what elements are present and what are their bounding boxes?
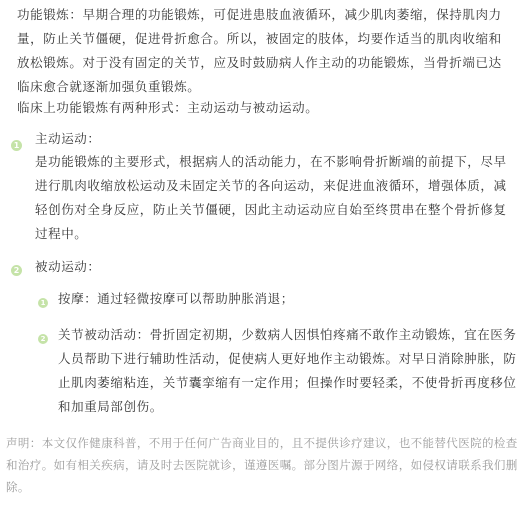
intro-paragraph: 功能锻炼：早期合理的功能锻炼，可促进患肢血液循环，减少肌肉萎缩，保持肌肉力量，防止关节僵硬，促进骨折愈合。所以，被固定的肢体，均要作适当的肌肉收缩和放松锻炼。对于没有固定的关节，应及时鼓励病人作主动的功能锻炼，当骨折端已达临床愈合就逐渐加强负重锻炼。 [17, 7, 502, 94]
active-exercise-heading: 主动运动： [35, 131, 101, 146]
passive-exercise-heading: 被动运动： [35, 259, 101, 274]
item-number-badge: 1 [38, 298, 48, 308]
item-number-badge: 2 [38, 334, 48, 344]
forms-paragraph: 临床上功能锻炼有两种形式：主动运动与被动运动。 [17, 100, 319, 115]
section-number-badge: 1 [11, 140, 22, 151]
disclaimer: 声明：本文仅作健康科普，不用于任何广告商业目的，且不提供诊疗建议，也不能替代医院的检查和治疗。如有相关疾病，请及时去医院就诊，谨遵医嘱。部分图片源于网络，如侵权请联系我们删除。 [6, 436, 518, 494]
massage-item: 按摩：通过轻微按摩可以帮助肿胀消退； [58, 291, 294, 306]
passive-joint-activity-item: 关节被动活动：骨折固定初期，少数病人因惧怕疼痛不敢作主动锻炼，宜在医务人员帮助下进行辅助性活动，促使病人更好地作主动锻炼。对早日消除肿胀，防止肌肉萎缩粘连，关节囊挛缩有一定作用；但操作时要轻柔，不使骨折再度移位和加重局部创伤。 [58, 327, 517, 414]
active-exercise-body: 是功能锻炼的主要形式，根据病人的活动能力，在不影响骨折断端的前提下，尽早进行肌肉收缩放松运动及未固定关节的各向运动，来促进血液循环，增强体质，减轻创伤对全身反应，防止关节僵硬，因此主动运动应自始至终贯串在整个骨折修复过程中。 [35, 154, 507, 241]
section-number-badge: 2 [11, 265, 22, 276]
